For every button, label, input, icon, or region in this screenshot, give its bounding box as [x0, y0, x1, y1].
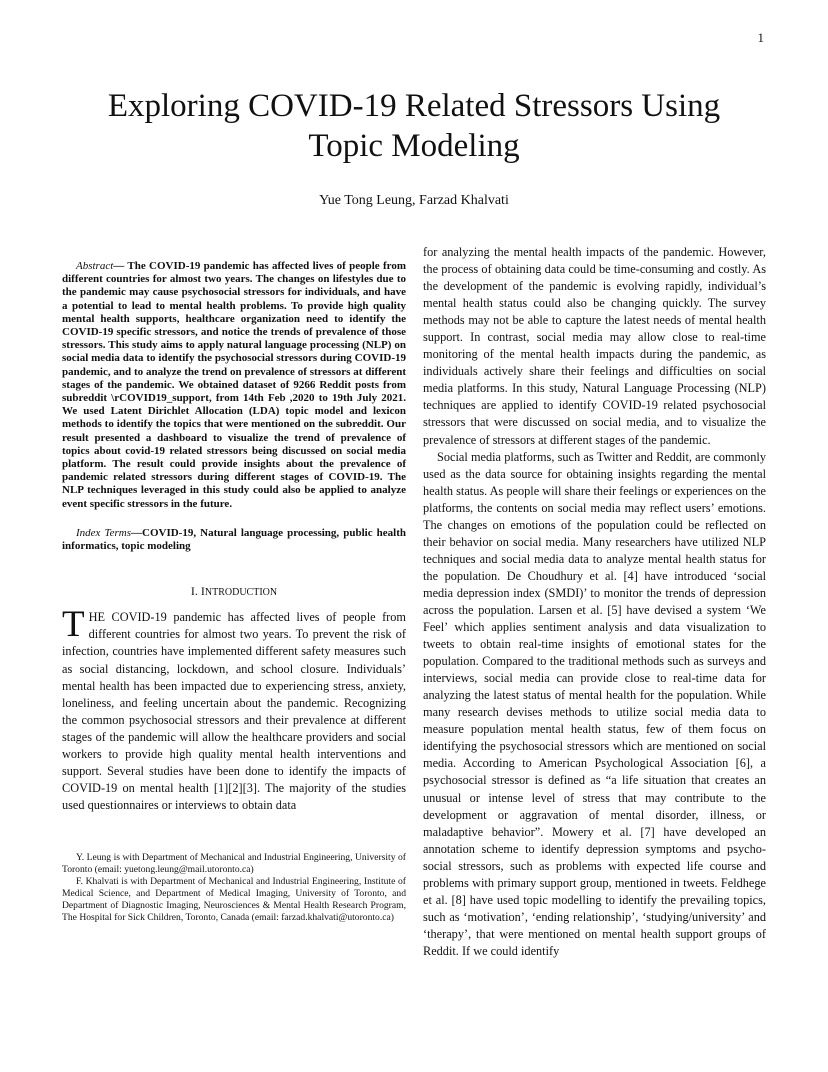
index-terms	[62, 527, 406, 553]
footnote-author-1: Y. Leung is with Department of Mechanical and Industrial Engineering, University of Toronto (email: yuetong.leung@mail.utoronto.ca)	[62, 852, 406, 876]
body-paragraph: for analyzing the mental health impacts of the pandemic. However, the process of obtaining data could be time-consuming and costly. As the development of the pandemic is evolving rapidly, individual’s mental health status could also be changing quickly. The survey methods may not be able to capture the latest needs of mental health support. In contrast, social media may allow close to real-time monitoring of the mental health impacts during the pandemic, as individuals actively share their feelings and difficulties on social media platforms. In this study, Natural Language Processing (NLP) techniques are applied to identify COVID-19 related psychosocial stressors that were discussed on social media, and to visualize the prevalence of stressors at different stages of the pandemic.	[423, 245, 766, 447]
body-paragraph: Social media platforms, such as Twitter and Reddit, are commonly used as the data source for obtaining insights regarding the mental health status. As people will share their feelings or experiences on the platforms, the contents on social media may reflect users’ emotions. The changes on emotions of the population could be reflected on their behavior on social media. Many researchers have utilized NLP techniques and social media data to analyze mental health status for the population. De Choudhury et al. [4] have introduced ‘social media depression index (SMDI)’ to monitor the trends of depression across the population. Larsen et al. [5] have devised a system ‘We Feel’ which applies sentiment analysis and data visualization to tweets to obtain real-time insights of emotional states for the population. Compared to the traditional methods such as surveys and interviews, social media can provide close to real-time data for analyzing the latest status of mental health for the population. While many research devises methods to utilize social media data to measure population mental health status, few of them focus on identifying the psychosocial stressors which are mentioned on social media. According to American Psychological Association [6], a psychosocial stressor is defined as “a life situation that creates an unusual or intense level of stress that may contribute to the development or aggravation of mental disorder, illness, or maladaptive behavior”. Mowery et al. [7] have developed an annotation scheme to identify depression symptoms and psycho-social stressors, such as problems with expected life course and problems with primary support group, mentioned in tweets. Feldhege et al. [8] have used topic modelling to identify the prevailing topics, such as ‘motivation’, ‘ending relationship’, ‘studying/university’ and ‘therapy’, that were mentioned on mental health support groups of Reddit. If we could identify	[423, 449, 766, 958]
page-number: 1	[757, 30, 764, 45]
drop-cap: T	[62, 604, 85, 646]
title-line-2: Topic Modeling	[308, 128, 520, 164]
introduction-paragraph	[62, 604, 406, 814]
abstract-label: Abstract	[76, 260, 114, 272]
left-column	[62, 244, 406, 924]
index-terms-label: Index Terms	[76, 526, 131, 539]
section-first-letter: I	[200, 584, 205, 599]
footnote-author-2: F. Khalvati is with Department of Mechanical and Industrial Engineering, Institute of Medical Science, and Department of Medical Imaging, University of Toronto, and Department of Diagnostic Imaging, Neurosciences & Mental Health Research Program, The Hospital for Sick Children, Toronto, Canada (email: farzad.khalvati@utoronto.ca)	[62, 876, 406, 924]
author-list: Yue Tong Leung, Farzad Khalvati	[319, 193, 509, 208]
right-column	[423, 244, 766, 960]
introduction-text: HE COVID-19 pandemic has affected lives of people from different countries for almost two years. To prevent the risk of infection, countries have implemented different safety measures such as social distancing, lockdown, and school closure. Individuals’ mental health has been impacted due to experiencing stress, anxiety, loneliness, and feeling uncertain about the pandemic. Recognizing the common psychosocial stressors and their prevalence at different stages of the pandemic will allow the healthcare providers and social workers to provide high quality mental health interventions and support. Several studies have been done to identify the impacts of COVID-19 on mental health [1][2][3]. The majority of the studies used questionnaires or interviews to obtain data	[62, 610, 406, 813]
abstract-text: — The COVID-19 pandemic has affected lives of people from different countries for almost two years. The changes on lifestyles due to the pandemic may cause psychosocial stressors for individuals, and have a potential to lead to mental health problems. To provide high quality mental health supports, healthcare organization need to identify the COVID-19 specific stressors, and notice the trends of prevalence of those stressors. This study aims to apply natural language processing (NLP) on social media data to identify the psychosocial stressors during COVID-19 pandemic, and to analyze the trend on prevalence of stressors at different stages of the pandemic. We obtained dataset of 9266 Reddit posts from subreddit \rCOVID19_support, from 14th Feb ,2020 to 19th July 2021. We used Latent Dirichlet Allocation (LDA) topic model and lexicon methods to identify the topics that were mentioned on the subreddit. Our result presented a dashboard to visualize the trend of prevalence of topics about covid-19 related stressors being discussed on social media platform. The result could provide insights about the prevalence of pandemic related stressors during different stages of COVID-19. The NLP techniques leveraged in this study could also be applied to analyze event specific stressors in the future.	[62, 260, 406, 510]
paper-title	[60, 86, 768, 166]
section-heading-introduction	[62, 584, 406, 599]
section-number: I.	[190, 584, 198, 599]
index-terms-text: —COVID-19, Natural language processing, public health informatics, topic modeling	[62, 526, 406, 553]
section-title-rest: NTRODUCTION	[204, 587, 278, 599]
abstract	[62, 260, 406, 511]
title-line-1: Exploring COVID-19 Related Stressors Using	[107, 88, 721, 124]
